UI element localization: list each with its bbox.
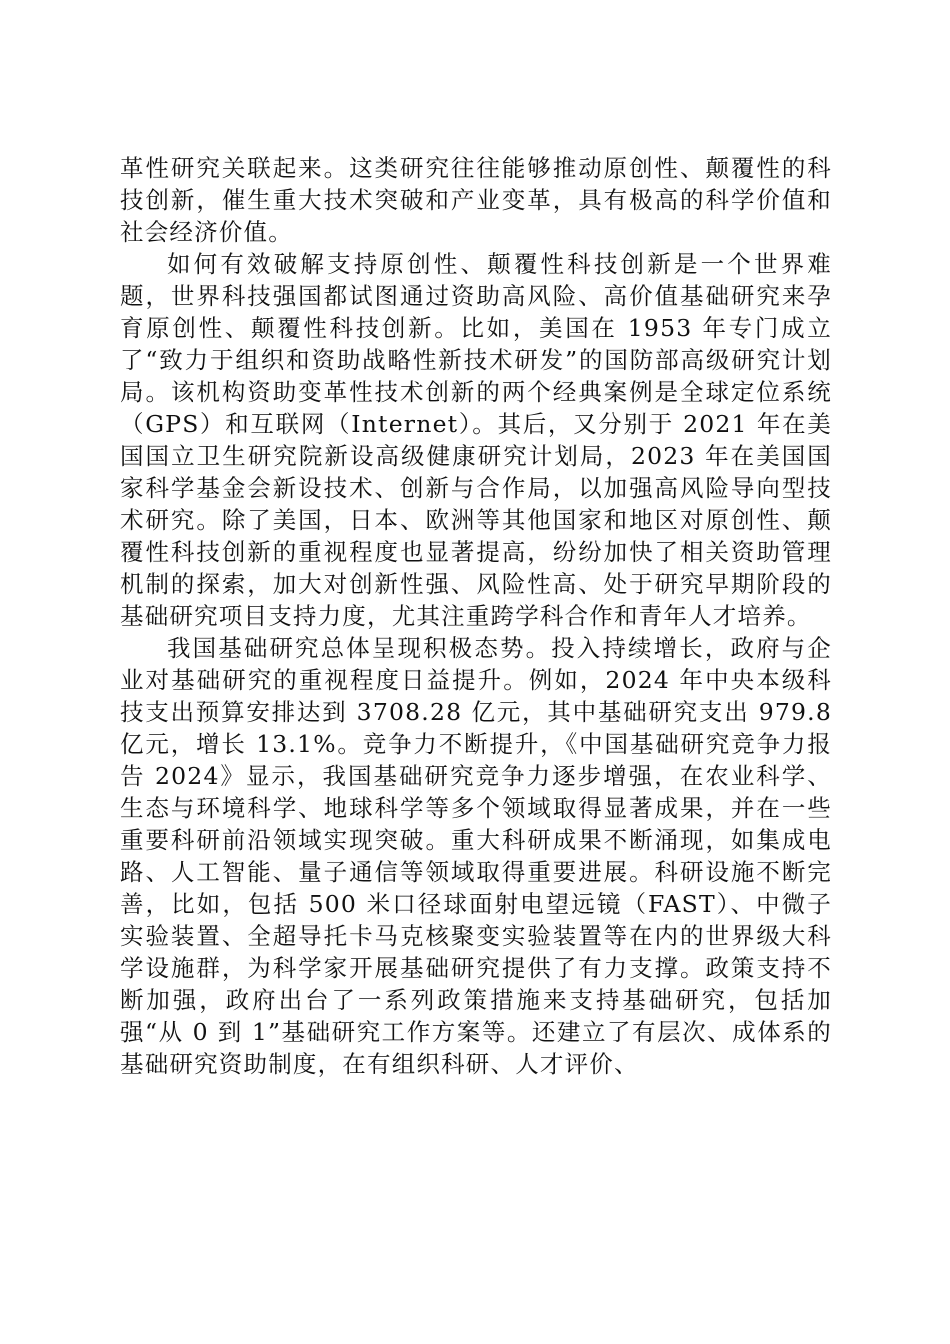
paragraph-continuation: 革性研究关联起来。这类研究往往能够推动原创性、颠覆性的科技创新，催生重大技术突破和产业变革，具有极高的科学价值和社会经济价值。 — [120, 154, 832, 246]
document-body — [120, 152, 832, 1080]
paragraph-china-basic-research: 我国基础研究总体呈现积极态势。投入持续增长，政府与企业对基础研究的重视程度日益提升。例如，2024 年中央本级科技支出预算安排达到 3708.28 亿元，其中基础研究支出 979.8 亿元，增长 13.1%。竞争力不断提升，《中国基础研究竞争力报告 2024》显示，我国基础研究竞争力逐步增强，在农业科学、生态与环境科学、地球科学等多个领域取得显著成果，并在一些重要科研前沿领域实现突破。重大科研成果不断涌现，如集成电路、人工智能、量子通信等领域取得重要进展。科研设施不断完善，比如，包括 500 米口径球面射电望远镜（FAST）、中微子实验装置、全超导托卡马克核聚变实验装置等在内的世界级大科学设施群，为科学家开展基础研究提供了有力支撑。政策支持不断加强，政府出台了一系列政策措施来支持基础研究，包括加强“从 0 到 1”基础研究工作方案等。还建立了有层次、成体系的基础研究资助制度，在有组织科研、人才评价、 — [120, 634, 832, 1078]
paragraph-global-context: 如何有效破解支持原创性、颠覆性科技创新是一个世界难题，世界科技强国都试图通过资助高风险、高价值基础研究来孕育原创性、颠覆性科技创新。比如，美国在 1953 年专门成立了“致力于组织和资助战略性新技术研发”的国防部高级研究计划局。该机构资助变革性技术创新的两个经典案例是全球定位系统（GPS）和互联网（Internet）。其后，又分别于 2021 年在美国国立卫生研究院新设高级健康研究计划局，2023 年在美国国家科学基金会新设技术、创新与合作局，以加强高风险导向型技术研究。除了美国，日本、欧洲等其他国家和地区对原创性、颠覆性科技创新的重视程度也显著提高，纷纷加快了相关资助管理机制的探索，加大对创新性强、风险性高、处于研究早期阶段的基础研究项目支持力度，尤其注重跨学科合作和青年人才培养。 — [120, 250, 832, 630]
